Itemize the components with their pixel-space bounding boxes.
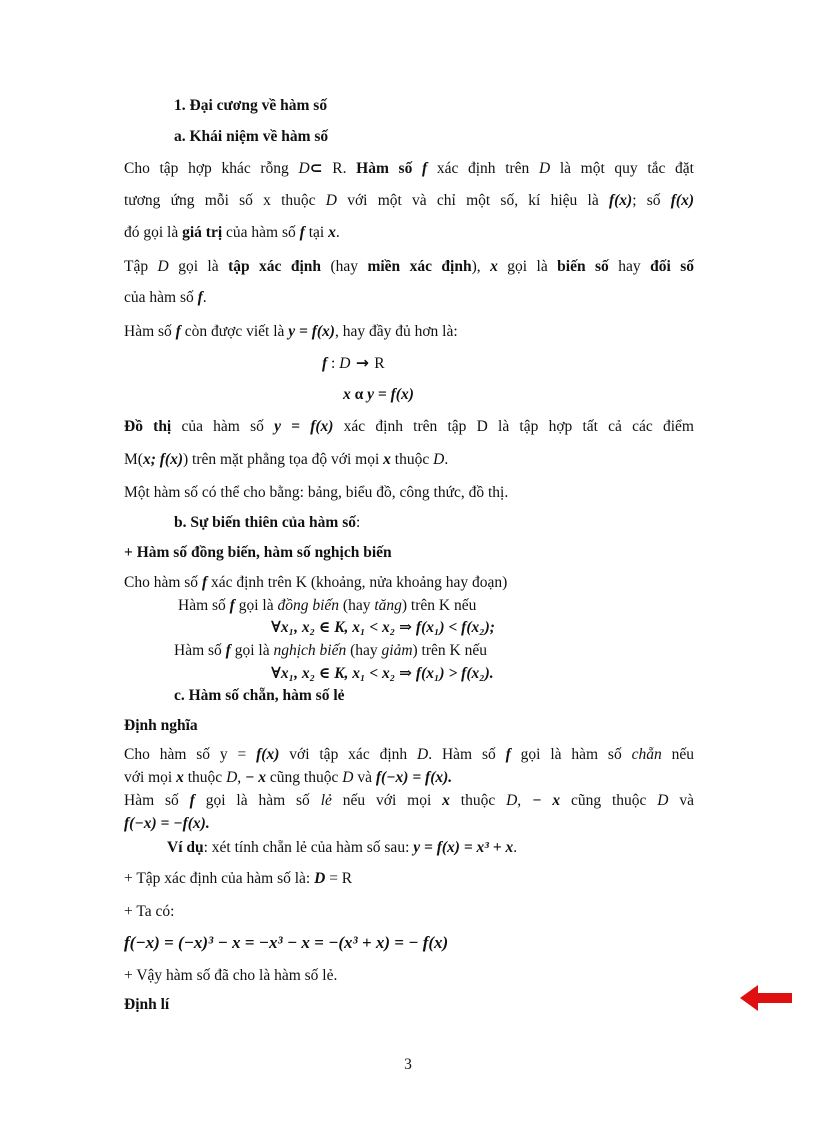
example-line: Ví dụ: xét tính chẵn lẻ của hàm số sau: y = f(x) = x³ + x. — [167, 839, 518, 856]
section-c-heading: c. Hàm số chẵn, hàm số lẻ — [174, 687, 345, 704]
section-a-heading: a. Khái niệm về hàm số — [174, 128, 329, 145]
conclusion-line: + Vậy hàm số đã cho là hàm số lẻ. — [124, 967, 338, 984]
monotonic-heading: + Hàm số đồng biến, hàm số nghịch biến — [124, 544, 392, 561]
even-line-2: với mọi x thuộc D, − x cũng thuộc D và f(−x) = f(x). — [124, 769, 453, 786]
section-b-heading: b. Sự biến thiên của hàm số: — [174, 514, 361, 531]
def-line-3: đó gọi là giá trị của hàm số f tại x. — [124, 224, 340, 241]
mapping-line-1: f : D → R — [322, 354, 385, 372]
decreasing-def: Hàm số f gọi là nghịch biến (hay giảm) trên K nếu — [174, 642, 487, 659]
def-line-1: Cho tập hợp khác rỗng D⊂ R. Hàm số f xác định trên D là một quy tắc đặt — [124, 159, 694, 177]
compute-formula: f(−x) = (−x)³ − x = −x³ − x = −(x³ + x) = − f(x) — [124, 933, 449, 952]
increasing-def: Hàm số f gọi là đồng biến (hay tăng) trên K nếu — [178, 597, 477, 614]
even-line-1: Cho hàm số y = f(x) với tập xác định D. Hàm số f gọi là hàm số chẵn nếu — [124, 746, 694, 763]
represent-line: Một hàm số có thể cho bằng: bảng, biểu đồ, công thức, đồ thị. — [124, 484, 509, 501]
decreasing-formula: ∀x₁, x₂ ∈ K, x₁ < x₂ ⇒ f(x₁) > f(x₂). — [271, 665, 494, 682]
section-1-heading: 1. Đại cương về hàm số — [174, 97, 328, 114]
mono-intro: Cho hàm số f xác định trên K (khoảng, nửa khoảng hay đoạn) — [124, 574, 508, 591]
mapping-line-2: x α y = f(x) — [343, 386, 414, 403]
def-line-2: tương ứng mỗi số x thuộc D với một và chỉ một số, kí hiệu là f(x); số f(x) — [124, 192, 694, 209]
domain-line-2: của hàm số f. — [124, 289, 207, 306]
graph-line-1: Đồ thị của hàm số y = f(x) xác định trên tập D là tập hợp tất cả các điểm — [124, 418, 694, 435]
left-arrow-icon — [740, 984, 792, 1012]
step-domain: + Tập xác định của hàm số là: D = R — [124, 870, 353, 887]
odd-line-1: Hàm số f gọi là hàm số lẻ nếu với mọi x thuộc D, − x cũng thuộc D và — [124, 792, 695, 809]
definition-heading: Định nghĩa — [124, 717, 198, 734]
written-line: Hàm số f còn được viết là y = f(x), hay đầy đủ hơn là: — [124, 323, 458, 340]
increasing-formula: ∀x₁, x₂ ∈ K, x₁ < x₂ ⇒ f(x₁) < f(x₂); — [271, 619, 495, 636]
theorem-heading: Định lí — [124, 996, 170, 1013]
domain-line-1: Tập D gọi là tập xác định (hay miền xác định), x gọi là biến số hay đối số — [124, 258, 694, 275]
step-compute: + Ta có: — [124, 903, 175, 920]
graph-line-2: M(x; f(x)) trên mặt phẳng tọa độ với mọi x thuộc D. — [124, 451, 449, 468]
page-number: 3 — [404, 1056, 412, 1073]
odd-formula: f(−x) = −f(x). — [124, 815, 210, 832]
